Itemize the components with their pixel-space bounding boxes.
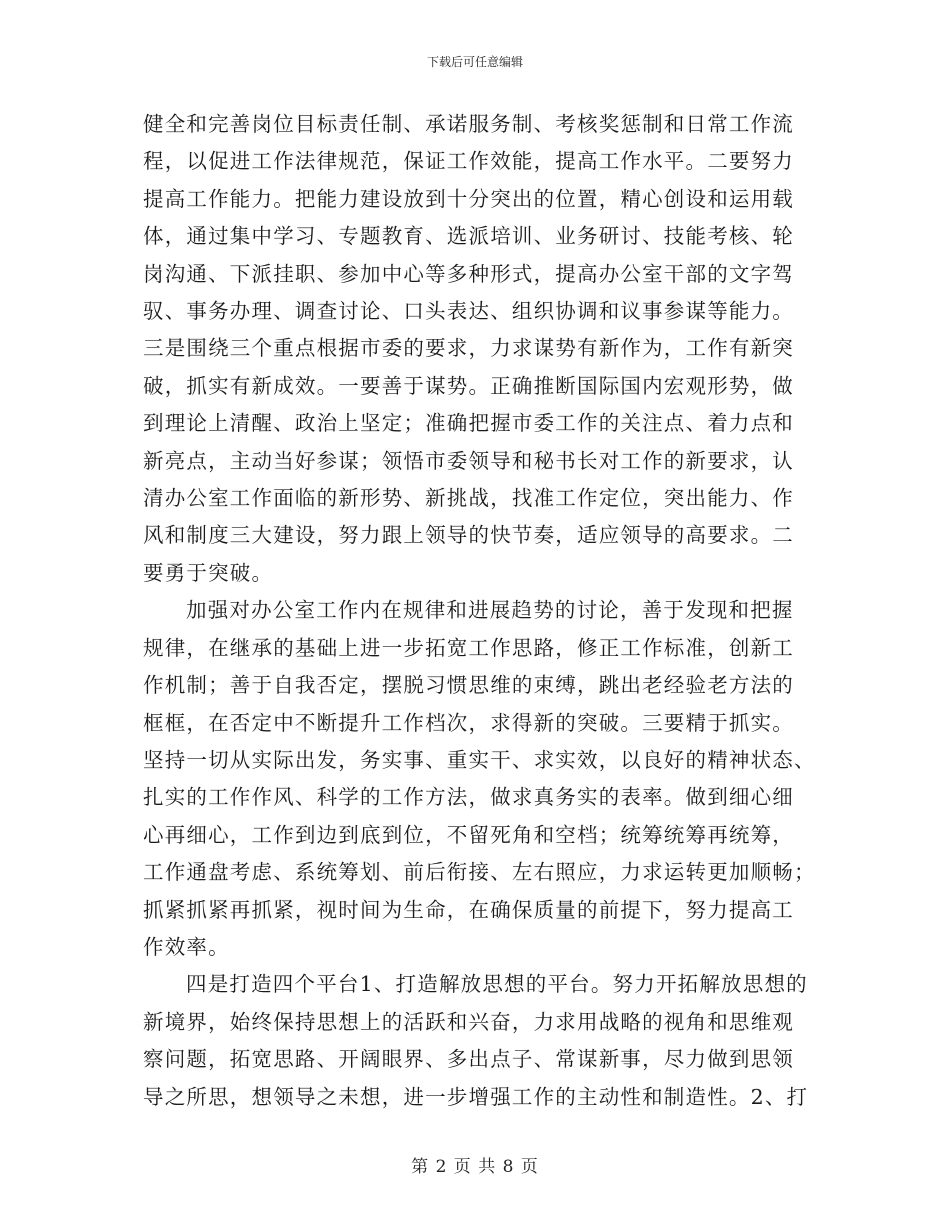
text-line: 到理论上清醒、政治上坚定；准确把握市委工作的关注点、着力点和 (143, 411, 794, 436)
text-line: 岗沟通、下派挂职、参加中心等多种形式，提高办公室干部的文字驾 (143, 261, 794, 286)
text-line: 体，通过集中学习、专题教育、选派培训、业务研讨、技能考核、轮 (143, 224, 794, 249)
document-body (143, 106, 816, 1116)
paragraph-2 (143, 592, 816, 966)
text-line: 作机制；善于自我否定，摆脱习惯思维的束缚，跳出老经验老方法的 (143, 673, 794, 698)
paragraph-3 (143, 966, 813, 1116)
text-line: 扎实的工作作风、科学的工作方法，做求真务实的表率。做到细心细 (143, 785, 794, 810)
text-line: 清办公室工作面临的新形势、新挑战，找准工作定位，突出能力、作 (143, 486, 794, 511)
text-line: 新亮点，主动当好参谋；领悟市委领导和秘书长对工作的新要求，认 (143, 448, 794, 473)
text-line: 驭、事务办理、调查讨论、口头表达、组织协调和议事参谋等能力。 (143, 299, 794, 324)
text-line: 风和制度三大建设，努力跟上领导的快节奏，适应领导的高要求。二 (143, 523, 794, 548)
text-line: 导之所思，想领导之未想，进一步增强工作的主动性和制造性。2、打 (143, 1084, 809, 1109)
text-line: 程，以促进工作法律规范，保证工作效能，提高工作水平。二要努力 (143, 149, 794, 174)
text-line: 框框，在否定中不断提升工作档次，求得新的突破。三要精于抓实。 (143, 710, 794, 735)
text-line: 规律，在继承的基础上进一步拓宽工作思路，修正工作标准，创新工 (143, 635, 794, 660)
text-line: 坚持一切从实际出发，务实事、重实干、求实效，以良好的精神状态、 (143, 747, 816, 772)
text-line: 四是打造四个平台1、打造解放思想的平台。努力开拓解放思想的 (186, 972, 808, 997)
text-line: 加强对办公室工作内在规律和进展趋势的讨论，善于发现和把握 (186, 598, 794, 623)
text-line: 工作通盘考虑、系统筹划、前后衔接、左右照应，力求运转更加顺畅； (143, 860, 816, 885)
page-number: 第 2 页 共 8 页 (411, 1157, 539, 1177)
text-line: 健全和完善岗位目标责任制、承诺服务制、考核奖惩制和日常工作流 (143, 112, 794, 136)
text-line: 三是围绕三个重点根据市委的要求，力求谋势有新作为，工作有新突 (143, 336, 794, 361)
text-line: 抓紧抓紧再抓紧，视时间为生命，在确保质量的前提下，努力提高工 (143, 897, 794, 922)
text-line: 破，抓实有新成效。一要善于谋势。正确推断国际国内宏观形势，做 (143, 373, 794, 398)
text-line: 提高工作能力。把能力建设放到十分突出的位置，精心创设和运用载 (143, 186, 794, 211)
text-line: 察问题，拓宽思路、开阔眼界、多出点子、常谋新事，尽力做到思领 (143, 1047, 794, 1072)
text-line: 要勇于突破。 (143, 560, 274, 585)
page-header: 下载后可任意编辑 (426, 55, 523, 69)
paragraph-1 (143, 106, 813, 592)
text-line: 心再细心，工作到边到底到位，不留死角和空档；统筹统筹再统筹， (143, 822, 794, 847)
text-line: 新境界，始终保持思想上的活跃和兴奋，力求用战略的视角和思维观 (143, 1009, 794, 1034)
text-line: 作效率。 (143, 934, 230, 959)
